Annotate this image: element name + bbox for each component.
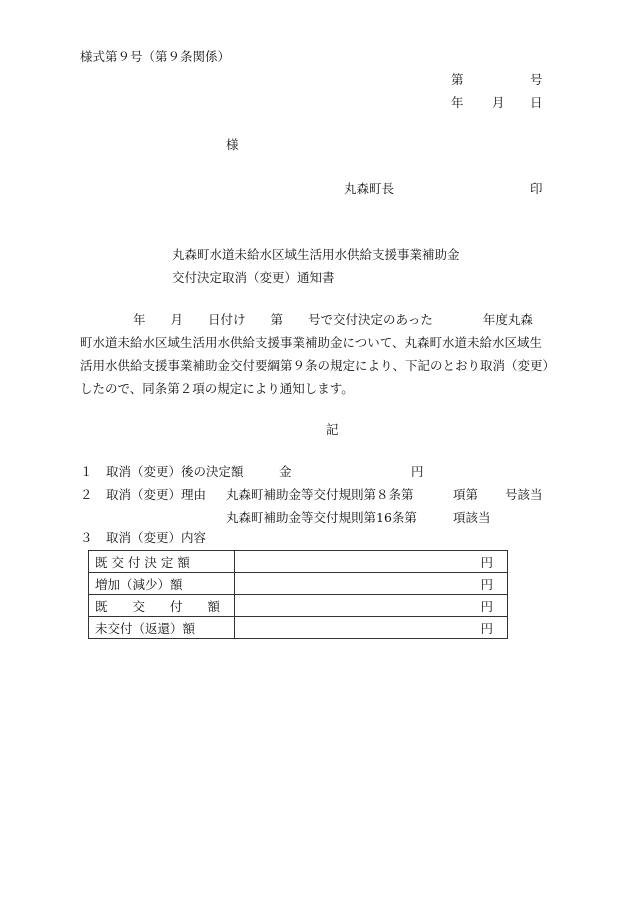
date-month: 月 — [492, 95, 505, 110]
date-day: 日 — [530, 95, 543, 110]
addressee-suffix: 様 — [226, 137, 239, 152]
ki-heading: 記 — [326, 422, 339, 437]
item-2-number: ２ — [80, 487, 93, 502]
item-1-number: １ — [80, 464, 93, 479]
item-3-number: ３ — [80, 530, 93, 545]
row-label-zouka-genshou: 増加（減少）額 — [89, 573, 235, 595]
issuer-seal: 印 — [530, 181, 543, 196]
table-row — [89, 551, 508, 573]
body-line-4: したので、同条第２項の規定により通知します。 — [80, 381, 354, 396]
date-year: 年 — [451, 95, 464, 110]
row-value-kikoufu: 円 — [235, 595, 508, 617]
table-row — [89, 595, 508, 617]
amount-table — [88, 550, 508, 639]
item-2-kou-1: 項第 — [453, 487, 479, 502]
row-value-mikoufu-henkan: 円 — [235, 617, 508, 639]
body-line-1: 年 月 日付け 第 号で交付決定のあった 年度丸森 — [133, 312, 533, 327]
row-value-zouka-genshou: 円 — [235, 573, 508, 595]
row-label-mikoufu-henkan: 未交付（返還）額 — [89, 617, 235, 639]
row-value-kikoufu-kettei: 円 — [235, 551, 508, 573]
table-row — [89, 617, 508, 639]
table-row — [89, 573, 508, 595]
doc-number-suffix: 号 — [530, 72, 543, 87]
body-line-2: 町水道未給水区域生活用水供給支援事業補助金について、丸森町水道未給水区域生 — [80, 335, 543, 350]
body-line-3: 活用水供給支援事業補助金交付要綱第９条の規定により、下記のとおり取消（変更） — [80, 358, 556, 373]
item-1-kin: 金 — [279, 464, 292, 479]
row-label-kikoufu: 既 交 付 額 — [89, 595, 235, 617]
item-2-label: 取消（変更）理由 — [106, 487, 207, 502]
doc-number-prefix: 第 — [451, 72, 464, 87]
item-1-label: 取消（変更）後の決定額 — [106, 464, 244, 479]
form-number-label: 様式第９号（第９条関係） — [80, 49, 231, 64]
item-1-yen: 円 — [411, 464, 424, 479]
item-2-kou-2: 項該当 — [453, 510, 491, 525]
issuer-title: 丸森町長 — [344, 181, 395, 196]
doc-title-line2: 交付決定取消（変更）通知書 — [172, 270, 335, 285]
row-label-kikoufu-kettei: 既 交 付 決 定 額 — [89, 551, 235, 573]
item-2-reason-1: 丸森町補助金等交付規則第８条第 — [226, 487, 414, 502]
item-3-label: 取消（変更）内容 — [106, 530, 207, 545]
item-2-reason-2: 丸森町補助金等交付規則第16条第 — [226, 510, 417, 525]
item-2-go-gaitou: 号該当 — [505, 487, 543, 502]
doc-title-line1: 丸森町水道未給水区域生活用水供給支援事業補助金 — [172, 247, 460, 262]
